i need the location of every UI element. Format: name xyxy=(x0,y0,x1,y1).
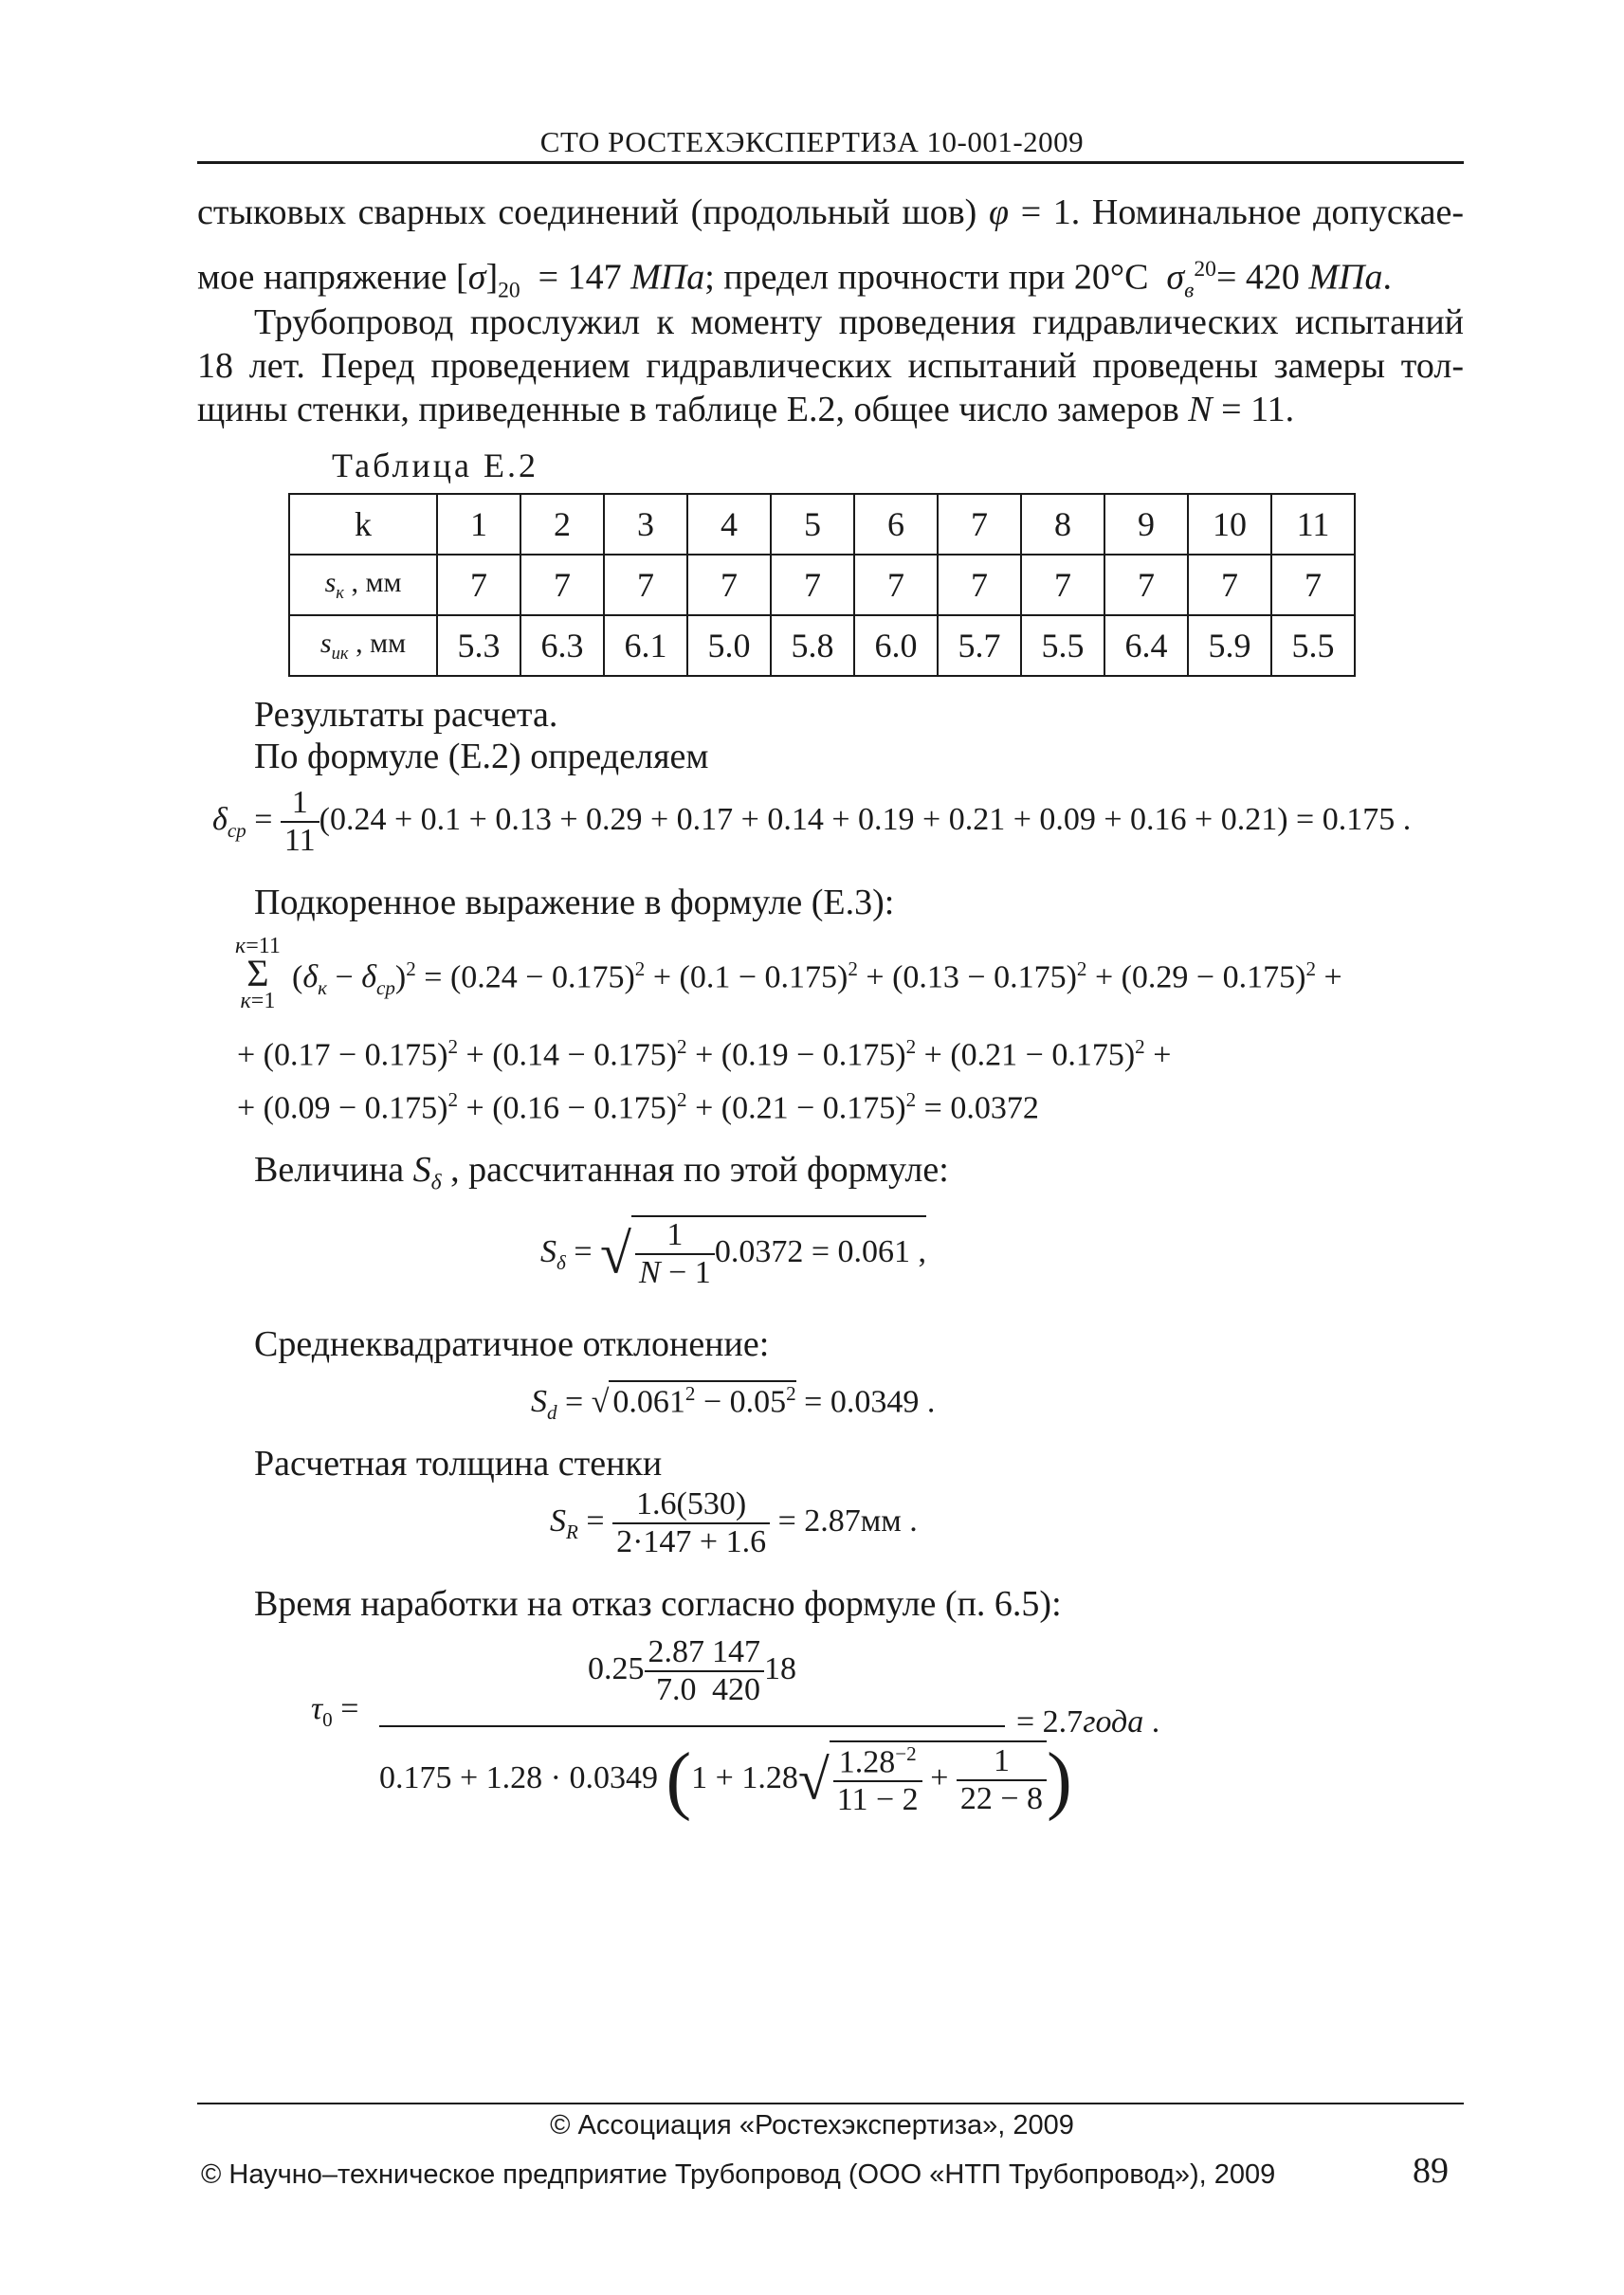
cell-sik: 5.9 xyxy=(1188,615,1271,676)
cell-sk: 7 xyxy=(854,555,938,615)
table-row-sik xyxy=(289,615,1355,676)
para2-line-3: щины стенки, приведенные в таблице Е.2, общее число замеров N = 11. xyxy=(197,390,1295,429)
cell-k: 11 xyxy=(1271,494,1355,555)
rms-title: Среднеквадратичное отклонение: xyxy=(254,1324,770,1364)
s-delta-title: Величина $S_\delta$ , рассчитанная по этой формуле: xyxy=(254,1150,949,1195)
s-delta-formula: $S_\delta$ = √ $\frac{1}{N - 1}$ 0.0372 = 0.061 , xyxy=(540,1217,926,1290)
cell-sk: 7 xyxy=(938,555,1021,615)
cell-sk: 7 xyxy=(604,555,687,615)
cell-sk: 7 xyxy=(1271,555,1355,615)
measurements-table xyxy=(288,493,1356,677)
cell-sk: 7 xyxy=(1104,555,1188,615)
cell-sk: 7 xyxy=(437,555,520,615)
cell-sik: 6.4 xyxy=(1104,615,1188,676)
intro-line-1: стыковых сварных соединений (продольный шов) φ = 1. Номинальное допускае- xyxy=(197,192,1464,232)
row-label-sik: $s_{ик}$ , мм xyxy=(289,615,437,676)
cell-sik: 6.0 xyxy=(854,615,938,676)
cell-k: 6 xyxy=(854,494,938,555)
cell-k: 9 xyxy=(1104,494,1188,555)
cell-sik: 6.1 xyxy=(604,615,687,676)
header-rule xyxy=(197,161,1464,164)
cell-k: 7 xyxy=(938,494,1021,555)
cell-sik: 5.5 xyxy=(1021,615,1104,676)
s-r-formula: $S_R$ = $\frac{1.6(530)}{2\cdot 147 + 1.6}$ = 2.87мм . xyxy=(550,1486,918,1559)
sum-line-2: + $(0.17 - 0.175)^2 + (0.14 - 0.175)^2 + (0.19 - 0.175)^2 + (0.21 - 0.175)^2$ + xyxy=(237,1035,1172,1073)
tau-numerator: 0.25 $\frac{2.87}{7.0}$ $\frac{147}{420}$ 18 xyxy=(588,1634,796,1707)
cell-k: 1 xyxy=(437,494,520,555)
cell-sk: 7 xyxy=(1188,555,1271,615)
tau-fraction-bar xyxy=(379,1725,1005,1727)
cell-sk: 7 xyxy=(687,555,771,615)
radicand-title: Подкоренное выражение в формуле (Е.3): xyxy=(254,883,895,922)
para2-line-2: 18 лет. Перед проведением гидравлических испытаний проведены замеры тол- xyxy=(197,346,1464,386)
cell-k: 8 xyxy=(1021,494,1104,555)
cell-k: 4 xyxy=(687,494,771,555)
formula-e2-title: По формуле (Е.2) определяем xyxy=(254,737,709,776)
para2-line-1: Трубопровод прослужил к моменту проведения гидравлических испытаний xyxy=(254,302,1464,342)
wall-title: Расчетная толщина стенки xyxy=(254,1444,663,1484)
sum-line-3: + $(0.09 - 0.175)^2 + (0.16 - 0.175)^2 + (0.21 - 0.175)^2 = 0.0372$ xyxy=(237,1088,1039,1126)
intro-line-2: мое напряжение $[\sigma]_{20} = 147$ МПа; предел прочности при 20°С $\sigma_в^{20}= 420$ МПа. xyxy=(197,257,1392,303)
footer-rule xyxy=(197,2103,1464,2104)
sum-line-1: $(\delta_к - \delta_{ср})^2 = (0.24 - 0.175)^2 + (0.1 - 0.175)^2 + (0.13 - 0.175)^2 + (0.29 - 0.175)^2$ + xyxy=(292,957,1342,1000)
cell-sik: 5.5 xyxy=(1271,615,1355,676)
tau-result: = 2.7года . xyxy=(1016,1704,1160,1739)
footer-copyright-1: © Ассоциация «Ростехэкспертиза», 2009 xyxy=(550,2110,1074,2140)
cell-k: 5 xyxy=(771,494,854,555)
results-title: Результаты расчета. xyxy=(254,695,558,735)
cell-k: 2 xyxy=(520,494,604,555)
cell-sik: 5.8 xyxy=(771,615,854,676)
delta-cp-formula: $\delta_{cp}$ = $\frac{1}{11}$ (0.24 + 0.1 + 0.13 + 0.29 + 0.17 + 0.14 + 0.19 + 0.21 + 0.09 + 0.16 + 0.21) = 0.175 . xyxy=(212,785,1412,858)
page-number: 89 xyxy=(1413,2151,1449,2191)
footer-copyright-2: © Научно–техническое предприятие Трубопровод (ООО «НТП Трубопровод»), 2009 xyxy=(201,2159,1276,2190)
cell-sik: 5.7 xyxy=(938,615,1021,676)
row-label-sk: $s_к$ , мм xyxy=(289,555,437,615)
cell-sk: 7 xyxy=(771,555,854,615)
cell-k: 10 xyxy=(1188,494,1271,555)
tau-denominator: 0.175 + 1.28 · 0.0349 (1 + 1.28√ $\frac{1.28^{-2}}{11 - 2}$ + $\frac{1}{22 - 8}$ ) xyxy=(379,1739,1072,1823)
cell-sk: 7 xyxy=(520,555,604,615)
tau-lhs: $\tau_0$ = xyxy=(311,1691,359,1731)
cell-k: 3 xyxy=(604,494,687,555)
table-caption: Таблица Е.2 xyxy=(332,446,538,484)
table-row-k xyxy=(289,494,1355,555)
cell-sik: 5.3 xyxy=(437,615,520,676)
table-row-sk xyxy=(289,555,1355,615)
sum-symbol: к=11 Σ к=1 xyxy=(235,934,281,1013)
cell-sik: 6.3 xyxy=(520,615,604,676)
row-label-k: k xyxy=(289,494,437,555)
s-d-formula: $S_d$ = √ $0.061^2 - 0.05^2 = 0.0349$ . xyxy=(531,1382,936,1425)
cell-sik: 5.0 xyxy=(687,615,771,676)
cell-sk: 7 xyxy=(1021,555,1104,615)
document-header: СТО РОСТЕХЭКСПЕРТИЗА 10-001-2009 xyxy=(539,125,1085,158)
time-title: Время наработки на отказ согласно формуле (п. 6.5): xyxy=(254,1584,1062,1624)
